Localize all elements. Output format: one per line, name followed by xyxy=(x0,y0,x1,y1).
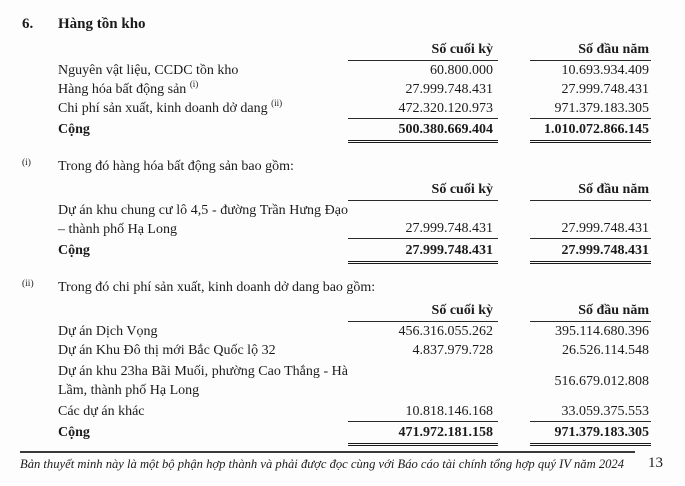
note-ii-heading-text: Trong đó chi phí sản xuất, kinh doanh dở dang bao gồm: xyxy=(58,280,376,295)
table-header-row xyxy=(58,40,651,61)
column-gap xyxy=(498,322,530,341)
value-end-period: 27.999.748.431 xyxy=(405,82,493,97)
table-row xyxy=(58,322,651,341)
column-gap xyxy=(498,180,530,201)
real-estate-goods-table xyxy=(58,180,651,264)
column-header-end-period: Số cuối kỳ xyxy=(348,40,498,61)
table-header-row xyxy=(58,180,651,201)
total-row xyxy=(58,119,651,143)
column-header-start-year: Số đầu năm xyxy=(530,180,651,201)
table-header-row xyxy=(58,301,651,322)
value-end-period xyxy=(348,362,498,400)
work-in-progress-table xyxy=(58,301,651,446)
total-label: Cộng xyxy=(58,425,90,440)
header-spacer xyxy=(58,40,348,61)
total-start-year: 1.010.072.866.145 xyxy=(530,119,651,143)
table-row xyxy=(58,201,651,240)
value-end-period: 4.837.979.728 xyxy=(412,343,493,358)
column-gap xyxy=(498,301,530,322)
total-start-year: 971.379.183.305 xyxy=(530,422,651,446)
value-start-year: 10.693.934.409 xyxy=(561,63,649,78)
total-label: Cộng xyxy=(58,243,90,258)
row-label: Dự án Khu Đô thị mới Bắc Quốc lộ 32 xyxy=(58,343,276,358)
column-gap xyxy=(498,80,530,99)
row-label: Dự án Dịch Vọng xyxy=(58,324,158,339)
table-row xyxy=(58,61,651,80)
column-gap xyxy=(498,341,530,360)
value-start-year: 33.059.375.553 xyxy=(530,402,651,422)
note-i-heading-text: Trong đó hàng hóa bất động sản bao gồm: xyxy=(58,159,294,174)
value-end-period: 10.818.146.168 xyxy=(348,402,498,422)
column-gap xyxy=(498,402,530,422)
column-header-start-year: Số đầu năm xyxy=(530,301,651,322)
total-row xyxy=(58,422,651,446)
value-end-period: 472.320.120.973 xyxy=(348,99,498,119)
table-row xyxy=(58,80,651,99)
column-gap xyxy=(498,61,530,80)
total-end-period: 500.380.669.404 xyxy=(348,119,498,143)
row-label: Dự án khu 23ha Bãi Muối, phường Cao Thắng - Hà Lầm, thành phố Hạ Long xyxy=(58,364,348,398)
column-header-end-period: Số cuối kỳ xyxy=(348,180,498,201)
total-start-year: 27.999.748.431 xyxy=(530,240,651,264)
note-i-marker: (i) xyxy=(22,158,31,168)
value-start-year: 971.379.183.305 xyxy=(530,99,651,119)
note-ii-reference: (ii) xyxy=(271,98,283,108)
section-number: 6. xyxy=(22,16,34,32)
total-row xyxy=(58,240,651,264)
column-gap xyxy=(498,40,530,61)
column-gap xyxy=(498,201,530,239)
table-row xyxy=(58,341,651,360)
table-row xyxy=(58,99,651,119)
total-end-period: 471.972.181.158 xyxy=(348,422,498,446)
section-title: Hàng tồn kho xyxy=(58,16,146,32)
note-ii-heading xyxy=(22,278,685,297)
value-end-period: 456.316.055.262 xyxy=(398,324,493,339)
column-gap xyxy=(498,362,530,400)
column-gap xyxy=(498,99,530,119)
total-end-period: 27.999.748.431 xyxy=(348,240,498,264)
column-gap xyxy=(498,119,530,143)
value-end-period: 27.999.748.431 xyxy=(348,201,498,239)
section-heading xyxy=(22,16,685,33)
row-label: Hàng hóa bất động sản $^{(i)}$ xyxy=(58,79,199,97)
column-gap xyxy=(498,240,530,264)
note-i-reference: (i) xyxy=(189,79,199,89)
row-label: Nguyên vật liệu, CCDC tồn kho xyxy=(58,63,239,78)
column-header-end-period: Số cuối kỳ xyxy=(348,301,498,322)
total-label: Cộng xyxy=(58,122,90,137)
header-spacer xyxy=(58,180,348,201)
value-start-year: 516.679.012.808 xyxy=(554,373,649,389)
value-end-period: 60.800.000 xyxy=(430,63,493,78)
header-spacer xyxy=(58,301,348,322)
column-header-start-year: Số đầu năm xyxy=(530,40,651,61)
table-row xyxy=(58,360,651,402)
value-start-year: 395.114.680.396 xyxy=(555,324,649,339)
note-ii-marker: (ii) xyxy=(22,279,34,289)
value-start-year: 27.999.748.431 xyxy=(561,82,649,97)
value-start-year: 26.526.114.548 xyxy=(562,343,649,358)
row-label: Các dự án khác xyxy=(58,404,145,419)
row-label: Chi phí sản xuất, kinh doanh dở dang $^{(ii)}$ xyxy=(58,98,283,116)
column-gap xyxy=(498,422,530,446)
value-start-year: 27.999.748.431 xyxy=(530,201,651,239)
row-label: Dự án khu chung cư lô 4,5 - đường Trần Hưng Đạo – thành phố Hạ Long xyxy=(58,203,348,237)
note-i-heading xyxy=(22,157,685,176)
table-row xyxy=(58,402,651,422)
footer-note: Bản thuyết minh này là một bộ phận hợp thành và phải được đọc cùng với Báo cáo tài chính tổng hợp quý IV năm 2024 xyxy=(20,451,635,472)
page-number: 13 xyxy=(648,455,663,471)
inventory-table xyxy=(58,40,651,143)
